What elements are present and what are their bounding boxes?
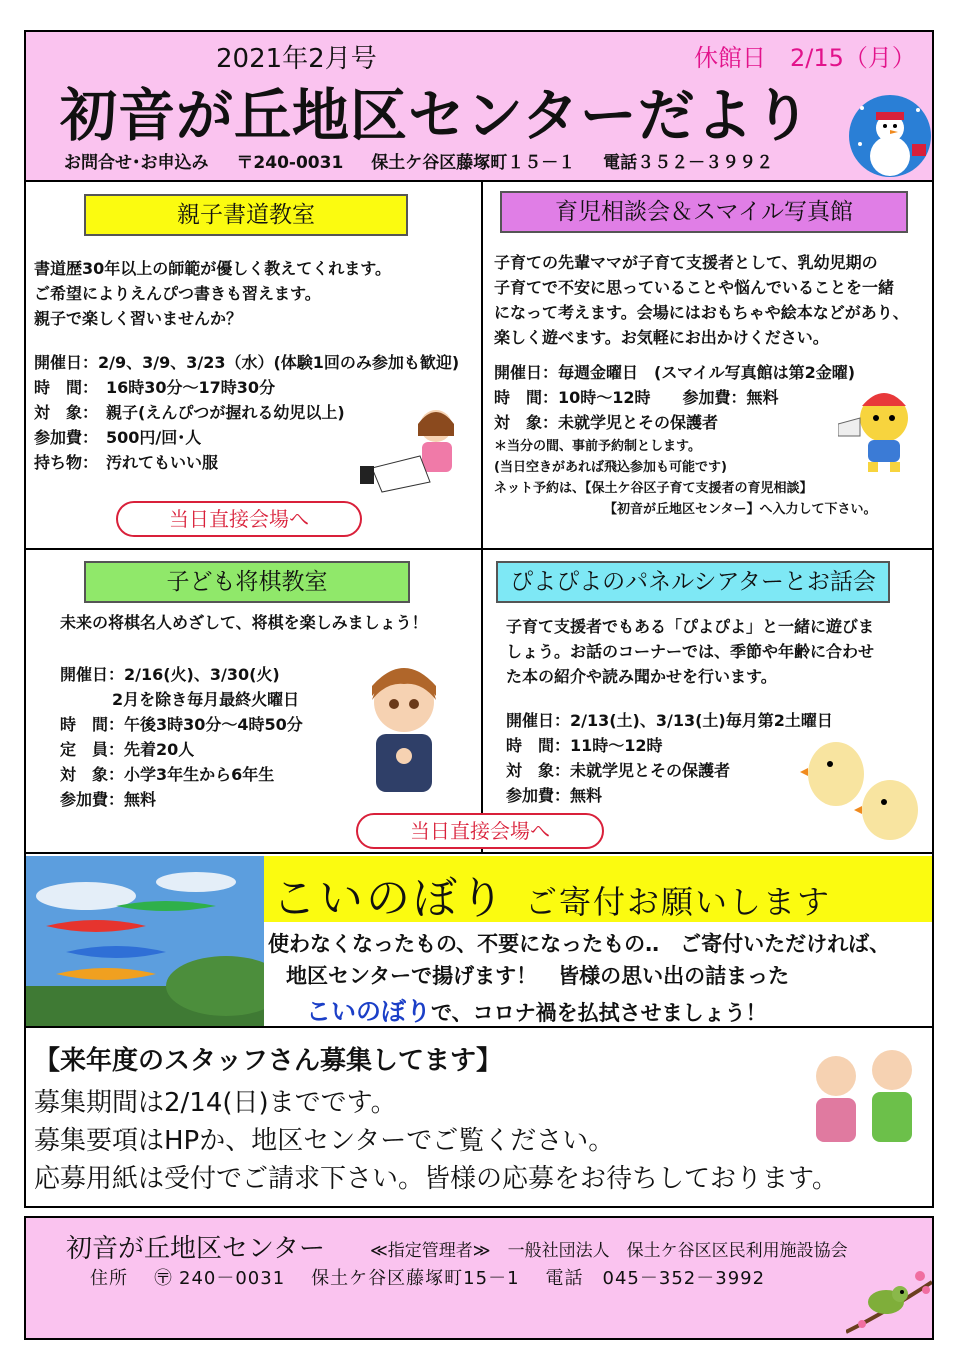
childcare-intro-line: 楽しく遊べます。お気軽にお出かけください。 <box>494 328 829 347</box>
grid-divider-horizontal <box>24 548 934 550</box>
childcare-note: ネット予約は、【保土ケ谷区子育て支援者の育児相談】 <box>494 481 813 496</box>
staff-line: 募集要項はHPか、地区センターでご覧ください。 <box>34 1126 615 1156</box>
theater-target: 対 象：未就学児とその保護者 <box>506 761 731 780</box>
grid-divider-vertical <box>481 182 483 854</box>
calligraphy-time: 時 間： 16時30分～17時30分 <box>34 378 276 397</box>
footer-phone: 電話 045－352－3992 <box>545 1268 766 1289</box>
footer-address-line <box>90 1264 791 1290</box>
koinobori-emphasis: こいのぼり <box>306 997 432 1026</box>
shogi-target: 対 象：小学3年生から6年生 <box>60 765 275 784</box>
contact-phone: 電話３５２－３９９２ <box>603 153 774 173</box>
footer-center-name: 初音が丘地区センター <box>66 1234 325 1264</box>
staff-line: 応募用紙は受付でご請求下さい。皆様の応募をお待ちしております。 <box>34 1164 838 1194</box>
koinobori-title-sub: ご寄付お願いします <box>525 883 832 921</box>
childcare-note: (当日空きがあれば飛込参加も可能です) <box>494 460 727 475</box>
childcare-intro-line: 子育ての先輩ママが子育て支援者として、乳幼児期の <box>494 253 878 272</box>
shogi-walk-in-badge: 当日直接会場へ <box>356 813 604 849</box>
childcare-note: 【初音が丘地区センター】へ入力して下さい。 <box>604 502 877 517</box>
koinobori-title-main: こいのぼり <box>272 873 507 924</box>
theater-intro <box>506 614 930 690</box>
theater-dates: 開催日：2/13(土)、3/13(土)毎月第2土曜日 <box>506 711 833 730</box>
theater-intro-line: しょう。お話のコーナーでは、季節や年齢に合わせ <box>506 642 875 661</box>
contact-address: 保土ケ谷区藤塚町１５－１ <box>371 153 576 173</box>
theater-intro-line: た本の紹介や読み聞かせを行います。 <box>506 667 777 686</box>
childcare-title: 育児相談会＆スマイル写真館 <box>500 191 908 233</box>
shogi-details <box>60 662 360 814</box>
header-banner <box>24 30 934 182</box>
childcare-time-fee: 時 間：10時～12時 参加費：無料 <box>494 388 779 407</box>
footer-address-label: 住所 <box>90 1268 128 1289</box>
contact-postal: 〒240-0031 <box>236 153 344 173</box>
child-calligraphy-illustration <box>360 402 468 494</box>
closed-day: 休館日 2/15（月） <box>694 44 916 72</box>
contact-label: お問合せ･お申込み <box>64 153 209 173</box>
koinobori-photo <box>26 856 264 1026</box>
childcare-intro-line: 子育てで不安に思っていることや悩んでいることを一緒 <box>494 278 895 297</box>
childcare-intro <box>494 250 930 350</box>
shogi-intro: 未来の将棋名人めざして、将棋を楽しみましょう！ <box>60 613 428 632</box>
snowman-illustration <box>848 94 932 178</box>
calligraphy-target: 対 象： 親子(えんぴつが握れる幼児以上) <box>34 403 345 422</box>
theater-title: ぴよぴよのパネルシアターとお話会 <box>496 561 890 603</box>
staff-heading: 【来年度のスタッフさん募集してます】 <box>34 1046 503 1076</box>
boy-thinking-illustration <box>352 656 452 796</box>
koinobori-title <box>272 862 831 926</box>
koinobori-text-line: 地区センターで揚げます！ 皆様の思い出の詰まった <box>286 964 790 988</box>
footer-address: 保土ケ谷区藤塚町15－1 <box>311 1268 520 1289</box>
koinobori-text-rest: で、コロナ禍を払拭させましょう！ <box>431 1001 767 1025</box>
calligraphy-walk-in-badge: 当日直接会場へ <box>116 501 362 537</box>
elderly-couple-illustration <box>806 1038 924 1144</box>
issue-label: 2021年2月号 <box>216 44 377 74</box>
childcare-target: 対 象：未就学児とその保護者 <box>494 413 719 432</box>
calligraphy-intro-line: 書道歴30年以上の師範が優しく教えてくれます。 <box>34 259 391 278</box>
postal-mark-icon: 〶 <box>154 1268 173 1289</box>
shogi-time: 時 間：午後3時30分～4時50分 <box>60 715 303 734</box>
shogi-dates: 開催日：2/16(火)、3/30(火) <box>60 665 280 684</box>
shogi-schedule-note: 2月を除き毎月最終火曜日 <box>112 690 300 709</box>
bird-plum-illustration <box>846 1262 932 1338</box>
contact-line <box>64 148 795 173</box>
calligraphy-title: 親子書道教室 <box>84 194 408 236</box>
calligraphy-dates: 開催日：2/9、3/9、3/23（水）(体験1回のみ参加も歓迎) <box>34 353 460 372</box>
shogi-title: 子ども将棋教室 <box>84 561 410 603</box>
calligraphy-intro <box>34 256 474 336</box>
koinobori-text-line <box>306 992 767 1028</box>
theater-intro-line: 子育て支援者でもある「ぴよぴよ」と一緒に遊びま <box>506 617 875 636</box>
cat-megaphone-illustration <box>838 384 924 474</box>
shogi-capacity: 定 員：先着20人 <box>60 740 195 759</box>
theater-time: 時 間：11時～12時 <box>506 736 663 755</box>
calligraphy-belongings: 持ち物： 汚れてもいい服 <box>34 453 219 472</box>
footer-manager: ≪指定管理者≫ 一般社団法人 保土ケ谷区区民利用施設協会 <box>370 1241 848 1261</box>
staff-line: 募集期間は2/14(日)までです。 <box>34 1088 397 1118</box>
childcare-note: ＊当分の間、事前予約制とします。 <box>494 439 701 454</box>
calligraphy-intro-line: 親子で楽しく習いませんか？ <box>34 309 243 328</box>
childcare-dates: 開催日：毎週金曜日 (スマイル写真館は第2金曜) <box>494 363 856 382</box>
calligraphy-fee: 参加費： 500円/回･人 <box>34 428 202 447</box>
footer-postal: 240－0031 <box>179 1268 286 1289</box>
shogi-fee: 参加費：無料 <box>60 790 157 809</box>
newsletter-title: 初音が丘地区センターだより <box>60 83 812 149</box>
chicks-illustration <box>800 730 924 848</box>
childcare-intro-line: になって考えます。会場にはおもちゃや絵本などがあり、 <box>494 303 909 322</box>
koinobori-text-line: 使わなくなったもの、不要になったもの‥ ご寄付いただければ、 <box>268 932 891 956</box>
calligraphy-intro-line: ご希望によりえんぴつ書きも習えます。 <box>34 284 321 303</box>
footer <box>24 1216 934 1340</box>
theater-fee: 参加費：無料 <box>506 786 603 805</box>
